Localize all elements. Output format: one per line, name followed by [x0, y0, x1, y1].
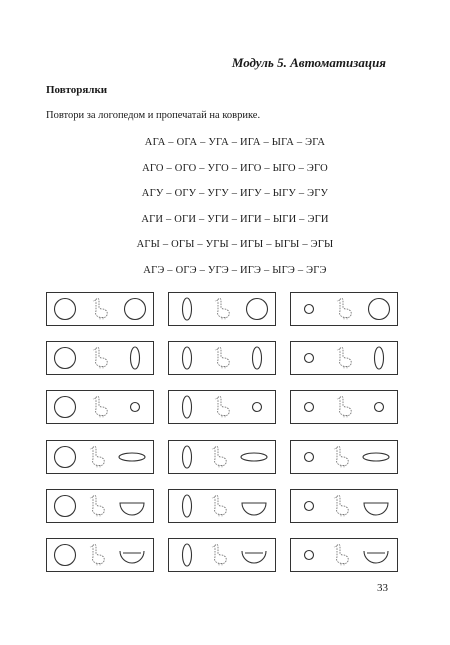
goose-icon [331, 542, 351, 568]
mat-card [46, 538, 154, 572]
goose-icon [87, 493, 107, 519]
mat-card [168, 341, 276, 375]
goose-icon [334, 296, 354, 322]
semicircle-icon [361, 494, 391, 518]
small-circle-icon [245, 395, 269, 419]
goose-icon [90, 394, 110, 420]
goose-icon [334, 345, 354, 371]
tall-oval-icon [367, 345, 391, 371]
instruction-text: Повтори за логопедом и пропечатай на коврике. [46, 110, 261, 121]
small-circle-icon [297, 395, 321, 419]
mat-card [46, 489, 154, 523]
small-circle-icon [297, 494, 321, 518]
big-circle-icon [245, 297, 269, 321]
tall-oval-icon [175, 296, 199, 322]
goose-icon [90, 296, 110, 322]
mat-card [168, 440, 276, 474]
goose-icon [209, 444, 229, 470]
mat-card [290, 489, 398, 523]
goose-icon [334, 394, 354, 420]
syllable-line: АГИ – ОГИ – УГИ – ИГИ – ЫГИ – ЭГИ [141, 213, 329, 225]
mat-card [168, 489, 276, 523]
tall-oval-icon [175, 542, 199, 568]
goose-icon [87, 444, 107, 470]
tall-oval-icon [175, 444, 199, 470]
page-number: 33 [377, 582, 388, 594]
small-circle-icon [123, 395, 147, 419]
goose-icon [90, 345, 110, 371]
small-circle-icon [297, 543, 321, 567]
mat-card [290, 390, 398, 424]
mat-card [46, 440, 154, 474]
big-circle-icon [53, 297, 77, 321]
wide-oval-icon [239, 445, 269, 469]
mat-cards-grid [46, 292, 398, 572]
small-circle-icon [367, 395, 391, 419]
mat-card [46, 341, 154, 375]
tall-oval-icon [175, 394, 199, 420]
goose-icon [212, 296, 232, 322]
goose-icon [209, 493, 229, 519]
goose-icon [331, 493, 351, 519]
tall-oval-icon [245, 345, 269, 371]
syllable-line: АГА – ОГА – УГА – ИГА – ЫГА – ЭГА [144, 137, 326, 148]
semicircle-icon [239, 494, 269, 518]
small-circle-icon [297, 445, 321, 469]
wide-oval-icon [361, 445, 391, 469]
tall-oval-icon [123, 345, 147, 371]
goose-icon [212, 345, 232, 371]
mat-card [46, 292, 154, 326]
syllable-line: АГЭ – ОГЭ – УГЭ – ИГЭ – ЫГЭ – ЭГЭ [143, 264, 327, 276]
smile-arc-icon [361, 543, 391, 567]
smile-arc-icon [117, 543, 147, 567]
syllable-lines [0, 136, 450, 289]
mat-card [290, 341, 398, 375]
tall-oval-icon [175, 493, 199, 519]
big-circle-icon [53, 395, 77, 419]
section-title: Повторялки [46, 84, 108, 96]
semicircle-icon [117, 494, 147, 518]
big-circle-icon [53, 543, 77, 567]
big-circle-icon [123, 297, 147, 321]
module-title: Модуль 5. Автоматизация [231, 55, 386, 70]
big-circle-icon [53, 346, 77, 370]
goose-icon [87, 542, 107, 568]
goose-icon [212, 394, 232, 420]
mat-card [46, 390, 154, 424]
mat-card [290, 440, 398, 474]
goose-icon [209, 542, 229, 568]
goose-icon [331, 444, 351, 470]
tall-oval-icon [175, 345, 199, 371]
mat-card [290, 292, 398, 326]
syllable-line: АГУ – ОГУ – УГУ – ИГУ – ЫГУ – ЭГУ [141, 188, 329, 199]
mat-card [168, 292, 276, 326]
big-circle-icon [53, 494, 77, 518]
smile-arc-icon [239, 543, 269, 567]
big-circle-icon [367, 297, 391, 321]
mat-card [168, 538, 276, 572]
small-circle-icon [297, 346, 321, 370]
small-circle-icon [297, 297, 321, 321]
mat-card [290, 538, 398, 572]
mat-card [168, 390, 276, 424]
big-circle-icon [53, 445, 77, 469]
syllable-line: АГЫ – ОГЫ – УГЫ – ИГЫ – ЫГЫ – ЭГЫ [136, 239, 334, 250]
wide-oval-icon [117, 445, 147, 469]
syllable-line: АГО – ОГО – УГО – ИГО – ЫГО – ЭГО [142, 162, 328, 174]
